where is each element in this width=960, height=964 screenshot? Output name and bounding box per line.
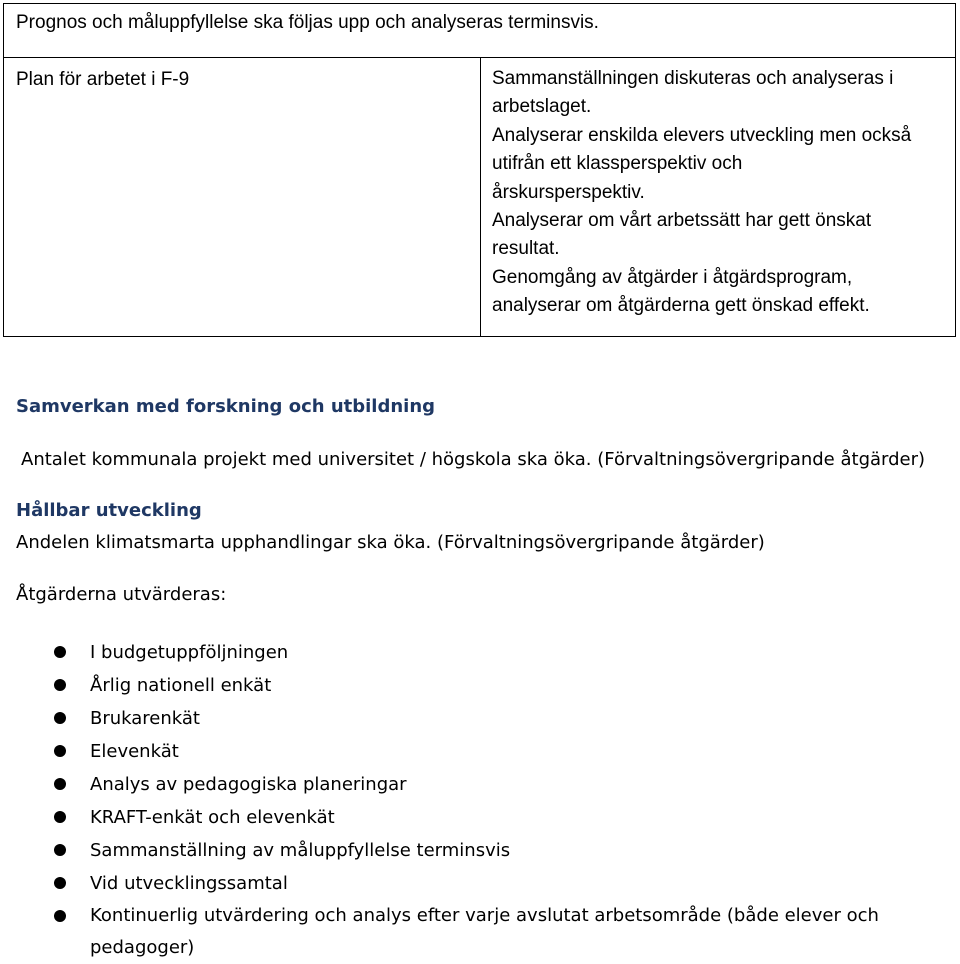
list-item-label: Vid utvecklingssamtal xyxy=(90,873,288,894)
list-item xyxy=(0,834,960,867)
heading-sustainable-development: Hållbar utveckling xyxy=(16,500,202,521)
bullet-icon xyxy=(54,712,66,724)
sustainable-development-text: Andelen klimatsmarta upphandlingar ska öka. (Förvaltningsövergripande åtgärder) xyxy=(16,532,765,553)
list-item-label: Analys av pedagogiska planeringar xyxy=(90,774,407,795)
table-row xyxy=(4,4,955,58)
research-cooperation-text: Antalet kommunala projekt med universitet / högskola ska öka. (Förvaltningsövergripande åtgärder) xyxy=(21,449,926,470)
bullet-icon xyxy=(54,745,66,757)
table-cell-plan-description xyxy=(492,65,952,321)
list-item-label: Kontinuerlig utvärdering och analys efter varje avslutat arbetsområde (både elever och pedagoger) xyxy=(90,905,879,958)
list-item-label: Sammanställning av måluppfyllelse terminsvis xyxy=(90,840,511,861)
list-item-label: I budgetuppföljningen xyxy=(90,642,289,663)
list-item-label: Årlig nationell enkät xyxy=(90,675,272,696)
plan-table xyxy=(3,3,956,337)
bullet-icon xyxy=(54,646,66,658)
table-cell-prognosis: Prognos och måluppfyllelse ska följas upp och analyseras terminsvis. xyxy=(16,12,599,33)
evaluation-list xyxy=(0,636,960,964)
list-item xyxy=(0,702,960,735)
list-item xyxy=(0,669,960,702)
bullet-icon xyxy=(54,811,66,823)
bullet-icon xyxy=(54,910,66,922)
list-item-label: KRAFT-enkät och elevenkät xyxy=(90,807,335,828)
list-item xyxy=(0,900,910,964)
list-item xyxy=(0,735,960,768)
list-item xyxy=(0,636,960,669)
description-line: resultat. xyxy=(492,238,560,260)
table-cell-plan-label: Plan för arbetet i F-9 xyxy=(16,69,190,90)
list-item xyxy=(0,801,960,834)
description-line: Sammanställningen diskuteras och analyseras i xyxy=(492,68,894,89)
description-line: utifrån ett klassperspektiv och xyxy=(492,153,743,175)
bullet-icon xyxy=(54,679,66,691)
evaluation-intro: Åtgärderna utvärderas: xyxy=(16,584,227,605)
heading-research-cooperation: Samverkan med forskning och utbildning xyxy=(16,396,436,417)
list-item xyxy=(0,768,960,801)
bullet-icon xyxy=(54,778,66,790)
list-item-label: Elevenkät xyxy=(90,741,179,762)
bullet-icon xyxy=(54,844,66,856)
column-divider xyxy=(480,57,481,336)
bullet-icon xyxy=(54,877,66,889)
description-line: Analyserar om vårt arbetssätt har gett önskat xyxy=(492,210,872,232)
list-item-label: Brukarenkät xyxy=(90,708,200,729)
description-line: arbetslaget. xyxy=(492,96,592,118)
description-line: Analyserar enskilda elevers utveckling men också xyxy=(492,124,912,146)
description-line: Genomgång av åtgärder i åtgärdsprogram, xyxy=(492,266,853,288)
description-line: årskursperspektiv. xyxy=(492,181,645,203)
list-item xyxy=(0,867,960,900)
description-line: analyserar om åtgärderna gett önskad effekt. xyxy=(492,295,870,317)
